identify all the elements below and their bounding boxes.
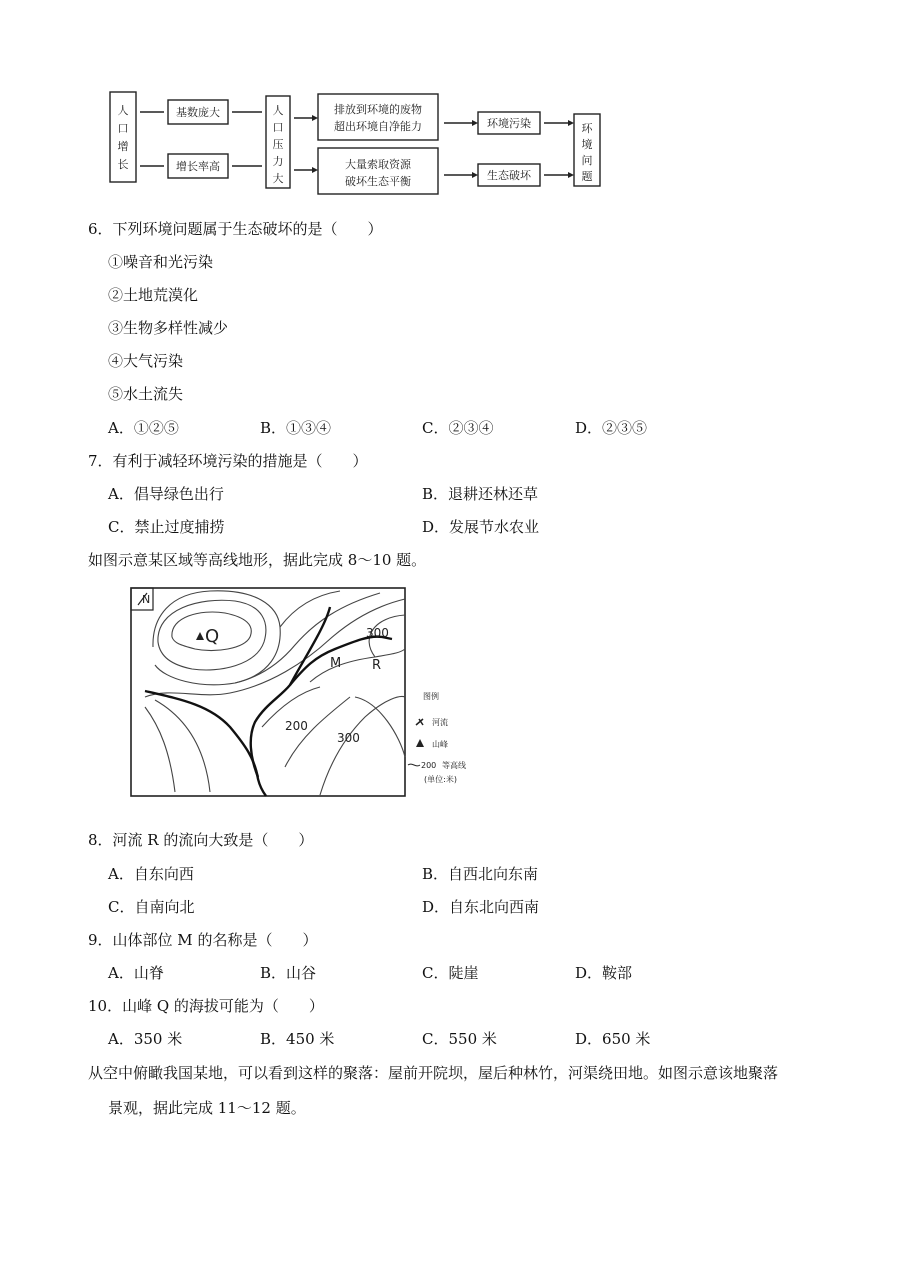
population-flowchart xyxy=(106,88,616,196)
resource-line1: 大量索取资源 xyxy=(345,158,411,171)
q6-option-a[interactable]: A．①②⑤ xyxy=(108,419,179,437)
q7-option-a[interactable]: A．倡导绿色出行 xyxy=(108,485,224,503)
q8-option-d[interactable]: D．自东北向西南 xyxy=(422,898,540,916)
q8-option-a[interactable]: A．自东向西 xyxy=(108,865,194,883)
q6-item: ③生物多样性减少 xyxy=(108,319,229,337)
q10-stem: 10．山峰 Q 的海拔可能为（ ） xyxy=(88,997,324,1015)
pop-pressure-char: 人 xyxy=(272,104,284,117)
q7-stem: 7．有利于减轻环境污染的措施是（ ） xyxy=(88,452,368,470)
north-label: N xyxy=(142,593,151,606)
main-river xyxy=(145,691,266,796)
intro-11-12-line1: 从空中俯瞰我国某地，可以看到这样的聚落：屋前开院坝，屋后种林竹，河渠绕田地。如图示意该地聚落 xyxy=(88,1064,779,1082)
intro-11-12-line2: 景观，据此完成 11～12 题。 xyxy=(108,1099,306,1117)
q7-option-d[interactable]: D．发展节水农业 xyxy=(422,518,540,536)
legend-contour: 等高线 xyxy=(442,761,466,770)
pop-pressure-char: 压 xyxy=(272,138,284,151)
env-problem-char: 题 xyxy=(581,170,593,183)
q10-option-c[interactable]: C．550 米 xyxy=(422,1030,497,1048)
env-problem-char: 境 xyxy=(581,138,593,151)
q7-option-b[interactable]: B．退耕还林还草 xyxy=(422,485,539,503)
q6-stem: 6．下列环境问题属于生态破坏的是（ ） xyxy=(88,220,383,238)
waste-line2: 超出环境自净能力 xyxy=(334,120,422,133)
resource-line2: 破坏生态平衡 xyxy=(345,175,411,188)
peak-triangle-icon xyxy=(196,632,204,640)
q9-option-b[interactable]: B．山谷 xyxy=(260,964,317,982)
q8-stem: 8．河流 R 的流向大致是（ ） xyxy=(88,831,314,849)
q10-option-d[interactable]: D．650 米 xyxy=(575,1030,651,1048)
contour-300-bottom: 300 xyxy=(337,731,360,745)
legend-peak-icon xyxy=(416,739,424,747)
pop-growth-char: 长 xyxy=(117,158,129,171)
pop-pressure-char: 口 xyxy=(272,121,284,134)
box-waste xyxy=(318,94,438,140)
waste-line1: 排放到环境的废物 xyxy=(334,103,422,116)
q6-item: ⑤水土流失 xyxy=(108,385,184,403)
pop-growth-char: 人 xyxy=(117,104,129,117)
q10-option-b[interactable]: B．450 米 xyxy=(260,1030,335,1048)
q9-option-a[interactable]: A．山脊 xyxy=(108,964,164,982)
large-base-text: 基数庞大 xyxy=(176,106,220,119)
q6-item: ④大气污染 xyxy=(108,352,184,370)
legend-contour-value: 200 xyxy=(421,761,437,770)
high-growth-text: 增长率高 xyxy=(176,160,220,173)
q6-item: ①噪音和光污染 xyxy=(108,253,214,271)
q6-option-c[interactable]: C．②③④ xyxy=(422,419,494,437)
legend-river: 河流 xyxy=(432,718,448,727)
pollution-text: 环境污染 xyxy=(487,117,531,130)
q7-option-c[interactable]: C．禁止过度捕捞 xyxy=(108,518,225,536)
env-problem-char: 问 xyxy=(581,154,593,167)
intro-8-10: 如图示意某区域等高线地形，据此完成 8～10 题。 xyxy=(88,551,427,569)
q9-stem: 9．山体部位 M 的名称是（ ） xyxy=(88,931,318,949)
q6-option-d[interactable]: D．②③⑤ xyxy=(575,419,648,437)
env-problem-char: 环 xyxy=(581,122,593,135)
legend-contour-icon xyxy=(408,764,420,766)
pop-growth-char: 口 xyxy=(117,122,129,135)
q8-option-b[interactable]: B．自西北向东南 xyxy=(422,865,539,883)
peak-q-label: Q xyxy=(205,626,220,647)
q6-item: ②土地荒漠化 xyxy=(108,286,199,304)
eco-damage-text: 生态破坏 xyxy=(487,169,531,182)
legend-title: 图例 xyxy=(423,692,439,701)
q9-option-d[interactable]: D．鞍部 xyxy=(575,964,633,982)
q6-option-b[interactable]: B．①③④ xyxy=(260,419,332,437)
pop-growth-char: 增 xyxy=(117,140,129,153)
contour-200: 200 xyxy=(285,719,308,733)
label-r: R xyxy=(372,658,382,673)
legend-unit: (单位:米) xyxy=(424,775,457,784)
legend-peak: 山峰 xyxy=(432,740,448,749)
q10-option-a[interactable]: A．350 米 xyxy=(108,1030,183,1048)
legend-river-icon xyxy=(416,719,423,725)
pop-pressure-char: 力 xyxy=(272,155,284,168)
contour-map xyxy=(130,587,530,802)
q8-option-c[interactable]: C．自南向北 xyxy=(108,898,195,916)
contour-300-top: 300 xyxy=(366,626,389,640)
q9-option-c[interactable]: C．陡崖 xyxy=(422,964,479,982)
pop-pressure-char: 大 xyxy=(272,172,284,185)
label-m: M xyxy=(330,656,342,671)
